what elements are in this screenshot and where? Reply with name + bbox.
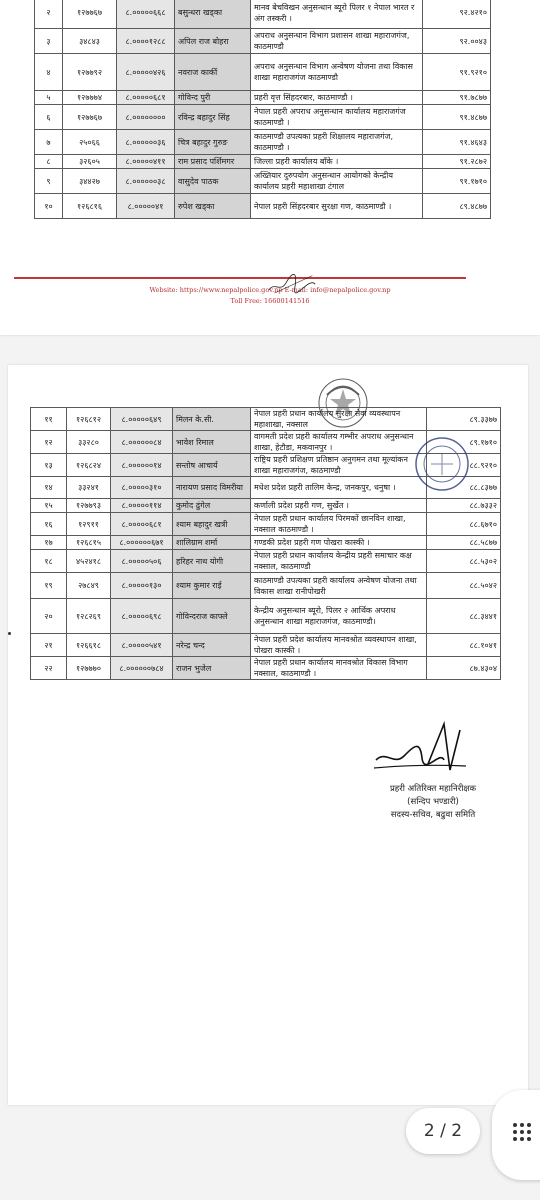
employee-id-cell: १२८२६९: [67, 599, 111, 634]
name-cell: रुपेश खड्का: [175, 194, 251, 219]
score-cell: ८८.७३३२: [427, 499, 501, 513]
table-row: [35, 91, 491, 105]
office-cell: नेपाल प्रहरी सिंहदरबार सुरक्षा गण, काठमाण्डौ ।: [251, 194, 423, 219]
table-row: [35, 130, 491, 155]
name-cell: श्याम बहादुर खत्री: [173, 513, 251, 536]
margin-dot: [8, 632, 11, 635]
serial-number-cell: १९: [31, 573, 67, 599]
score-cell: ८९.१७१०: [427, 431, 501, 454]
table-row: [31, 573, 501, 599]
code-cell: ८.०००००११४: [111, 499, 173, 513]
name-cell: गोविन्दराज काफ्ले: [173, 599, 251, 634]
name-cell: रविन्द्र बहादुर सिंह: [175, 105, 251, 130]
serial-number-cell: १४: [31, 477, 67, 499]
score-cell: ९१.४८७७: [423, 105, 491, 130]
serial-number-cell: १२: [31, 431, 67, 454]
office-cell: अपराध अनुसन्धान विभाग प्रशासन शाखा महाराजगंज, काठमाण्डौ: [251, 29, 423, 54]
serial-number-cell: ८: [35, 155, 63, 169]
code-cell: ८.००००००३८: [117, 169, 175, 194]
office-cell: नेपाल प्रहरी प्रधान कार्यालय सुरक्षा सेवा व्यवस्थापन महाशाखा, नक्साल: [251, 408, 427, 431]
name-cell: भावेश रिमाल: [173, 431, 251, 454]
office-cell: नेपाल प्रहरी प्रधान कार्यालय मानवश्रोत विकास विभाग नक्साल, काठमाण्डौ ।: [251, 657, 427, 680]
employee-id-cell: १२७७६७: [63, 0, 117, 29]
employee-id-cell: १२९११: [67, 513, 111, 536]
table-row: [31, 550, 501, 573]
office-cell: मधेश प्रदेश प्रहरी तालिम केन्द्र, जनकपुर, धनुषा ।: [251, 477, 427, 499]
office-round-stamp: [413, 435, 471, 493]
serial-number-cell: २२: [31, 657, 67, 680]
code-cell: ८.०००००४२६: [117, 54, 175, 91]
employee-id-cell: ३३२८०: [67, 431, 111, 454]
score-cell: ८८.३४४१: [427, 599, 501, 634]
code-cell: ८.०००००६४९: [111, 408, 173, 431]
score-cell: ८८.९२१०: [427, 454, 501, 477]
name-cell: नवराज कार्की: [175, 54, 251, 91]
code-cell: ८.०००००४११: [117, 155, 175, 169]
name-cell: मिलन के.सी.: [173, 408, 251, 431]
employee-id-cell: १२६८१५: [67, 536, 111, 550]
serial-number-cell: ९: [35, 169, 63, 194]
name-cell: राम प्रसाद पर्शिमगर: [175, 155, 251, 169]
office-cell: अख्तियार दुरुपयोग अनुसन्धान आयोगको केन्द्रीय कार्यालय प्रहरी महाशाखा टंगाल: [251, 169, 423, 194]
code-cell: ८.०००००६८१: [111, 513, 173, 536]
name-cell: शालिग्राम शर्मा: [173, 536, 251, 550]
office-cell: वागमती प्रदेश प्रहरी कार्यालय गम्भीर अपराध अनुसन्धान शाखा, हेटौडा, मकवानपुर ।: [251, 431, 427, 454]
employee-id-cell: १२७७७४: [63, 91, 117, 105]
score-cell: ८८.६७१०: [427, 513, 501, 536]
office-cell: काठमाण्डौ उपत्यका प्रहरी कार्यालय अन्वेषण योजना तथा विकास शाखा रानीपोखरी: [251, 573, 427, 599]
table-row: [35, 0, 491, 29]
code-cell: ८.०००००६६८: [117, 0, 175, 29]
score-cell: ९१.७८७७: [423, 91, 491, 105]
table-row: [35, 169, 491, 194]
signatory-name: (सन्दिप भण्डारी): [407, 797, 459, 807]
table-row: [35, 105, 491, 130]
employee-id-cell: २७८४९: [67, 573, 111, 599]
signatory-role: सदस्य-सचिव, बढुवा समिति: [390, 810, 476, 820]
document-page-1: [0, 0, 540, 335]
serial-number-cell: ११: [31, 408, 67, 431]
merit-table-page-1: [34, 0, 491, 219]
score-cell: ९१.४६४३: [423, 130, 491, 155]
signatory-title: प्रहरी अतिरिक्त महानिरीक्षक: [389, 784, 477, 794]
code-cell: ८.०००००४१: [117, 194, 175, 219]
name-cell: राजन भुजेल: [173, 657, 251, 680]
office-cell: नेपाल प्रहरी प्रदेश कार्यालय मानवश्रोत व्यवस्थापन शाखा, पोखरा कास्की ।: [251, 634, 427, 657]
office-cell: नेपाल प्रहरी प्रधान कार्यालय केन्द्रीय प्रहरी समाचार कक्ष नक्साल, काठमाण्डौ: [251, 550, 427, 573]
office-cell: मानव बेचविखन अनुसन्धान ब्यूरो पिलर १ नेपाल भारत र अंग तस्करी ।: [251, 0, 423, 29]
serial-number-cell: १७: [31, 536, 67, 550]
name-cell: बसुन्धरा खड्का: [175, 0, 251, 29]
employee-id-cell: १२६८१६: [63, 194, 117, 219]
table-row: [31, 499, 501, 513]
table-row: [31, 657, 501, 680]
employee-id-cell: ४५२४१८: [67, 550, 111, 573]
office-cell: अपराध अनुसन्धान विभाग अन्वेषण योजना तथा विकास शाखा महाराजगंज काठमाण्डौ: [251, 54, 423, 91]
office-cell: नेपाल प्रहरी प्रधान कार्यालय पिरमकों छानविन शाखा, नक्साल काठमाण्डौ ।: [251, 513, 427, 536]
name-cell: श्याम कुमार राई: [173, 573, 251, 599]
score-cell: ९१.२८७२: [423, 155, 491, 169]
office-cell: नेपाल प्रहरी अपराध अनुसन्धान कार्यालय महाराजगंज काठमाण्डौ ।: [251, 105, 423, 130]
office-cell: जिल्ला प्रहरी कार्यालय बाँके ।: [251, 155, 423, 169]
code-cell: ८.०००००५०६: [111, 550, 173, 573]
employee-id-cell: १२७७९२: [63, 54, 117, 91]
code-cell: ८.००००१२८८: [117, 29, 175, 54]
code-cell: ८.०००००६९८: [111, 599, 173, 634]
table-row: [31, 634, 501, 657]
grid-dots-icon: [512, 1122, 532, 1142]
office-cell: कर्णाली प्रदेश प्रहरी गण, सुर्खेत ।: [251, 499, 427, 513]
office-cell: काठमाण्डौ उपत्यका प्रहरी शिक्षालय महाराजगंज, काठमाण्डौ ।: [251, 130, 423, 155]
page-indicator[interactable]: 2 / 2: [406, 1108, 480, 1154]
employee-id-cell: २५०६६: [63, 130, 117, 155]
code-cell: ८.०००००३१०: [111, 477, 173, 499]
score-cell: ८८.५३०२: [427, 550, 501, 573]
office-cell: गण्डकी प्रदेश प्रहरी गण पोखरा कास्की ।: [251, 536, 427, 550]
office-cell: राष्ट्रिय प्रहरी प्रशिक्षण प्रतिष्ठान अनुगमन तथा मूल्यांकन शाखा महाराजगंज, काठमाण्डौ: [251, 454, 427, 477]
name-cell: चित्र बहादुर गुरुङ: [175, 130, 251, 155]
table-row: [35, 155, 491, 169]
table-row: [31, 513, 501, 536]
serial-number-cell: २१: [31, 634, 67, 657]
footer-divider: [14, 277, 466, 279]
employee-id-cell: १२६६१८: [67, 634, 111, 657]
document-page-2: [8, 365, 528, 1105]
employee-id-cell: १२७७७०: [67, 657, 111, 680]
score-cell: ९१.१७१०: [423, 169, 491, 194]
employee-id-cell: १२७७६७: [63, 105, 117, 130]
employee-id-cell: ३२६०५: [63, 155, 117, 169]
employee-id-cell: १२६८२४: [67, 454, 111, 477]
name-cell: अपिल राज बोहरा: [175, 29, 251, 54]
serial-number-cell: १८: [31, 550, 67, 573]
page-grid-button[interactable]: [492, 1090, 540, 1180]
office-cell: केन्द्रीय अनुसन्धान ब्यूरो, पिलर २ आर्थिक अपराध अनुसन्धान शाखा महाराजगंज, काठमाण्डौ।: [251, 599, 427, 634]
table-row: [35, 54, 491, 91]
score-cell: ८८.५०४२: [427, 573, 501, 599]
table-row: [31, 536, 501, 550]
name-cell: नरेन्द्र चन्द: [173, 634, 251, 657]
name-cell: सन्तोष आचार्य: [173, 454, 251, 477]
signatory-block: [358, 783, 508, 822]
score-cell: ९२.४२१०: [423, 0, 491, 29]
code-cell: ८.०००००१३०: [111, 573, 173, 599]
score-cell: ९२.००४३: [423, 29, 491, 54]
serial-number-cell: १३: [31, 454, 67, 477]
employee-id-cell: १२६८१२: [67, 408, 111, 431]
code-cell: ८.०००००६८१: [117, 91, 175, 105]
signature-scribble-page-1: [262, 264, 322, 300]
code-cell: ८.००००००६७१: [111, 536, 173, 550]
table-row: [35, 194, 491, 219]
employee-id-cell: ३४८४३: [63, 29, 117, 54]
score-cell: ८९.४८७७: [423, 194, 491, 219]
serial-number-cell: १०: [35, 194, 63, 219]
code-cell: ८.००००००१४: [111, 454, 173, 477]
serial-number-cell: ३: [35, 29, 63, 54]
serial-number-cell: ७: [35, 130, 63, 155]
table-row: [31, 599, 501, 634]
table-row: [31, 408, 501, 431]
serial-number-cell: १६: [31, 513, 67, 536]
code-cell: ८.००००००००: [117, 105, 175, 130]
employee-id-cell: १२७७९३: [67, 499, 111, 513]
code-cell: ८.००००००८४: [111, 431, 173, 454]
code-cell: ८.०००००५४१: [111, 634, 173, 657]
name-cell: वासुदेव पाठक: [175, 169, 251, 194]
footer-website-email: Website: https://www.nepalpolice.gov.np E-mail: info@nepalpolice.gov.np: [149, 286, 391, 294]
serial-number-cell: १५: [31, 499, 67, 513]
score-cell: ८८.८३७७: [427, 477, 501, 499]
footer-toll-free: Toll Free: 16600141516: [230, 297, 310, 305]
office-cell: प्रहरी वृत्त सिंहदरबार, काठमाण्डौ ।: [251, 91, 423, 105]
name-cell: गोविन्द पुरी: [175, 91, 251, 105]
table-row: [35, 29, 491, 54]
score-cell: ८८.१०४१: [427, 634, 501, 657]
serial-number-cell: ६: [35, 105, 63, 130]
code-cell: ८.००००००३६: [117, 130, 175, 155]
employee-id-cell: ३३२४१: [67, 477, 111, 499]
score-cell: ८७.४३०४: [427, 657, 501, 680]
employee-id-cell: ३४४२७: [63, 169, 117, 194]
serial-number-cell: २: [35, 0, 63, 29]
name-cell: नारायण प्रसाद विमरीया: [173, 477, 251, 499]
name-cell: कुमोद ढुंगेल: [173, 499, 251, 513]
score-cell: ८८.५८७७: [427, 536, 501, 550]
name-cell: हरिहर नाथ योगी: [173, 550, 251, 573]
code-cell: ८.००००००७८४: [111, 657, 173, 680]
serial-number-cell: ५: [35, 91, 63, 105]
signature-scribble: [370, 720, 470, 782]
serial-number-cell: ४: [35, 54, 63, 91]
score-cell: ८९.३३७७: [427, 408, 501, 431]
score-cell: ९१.९२१०: [423, 54, 491, 91]
serial-number-cell: २०: [31, 599, 67, 634]
